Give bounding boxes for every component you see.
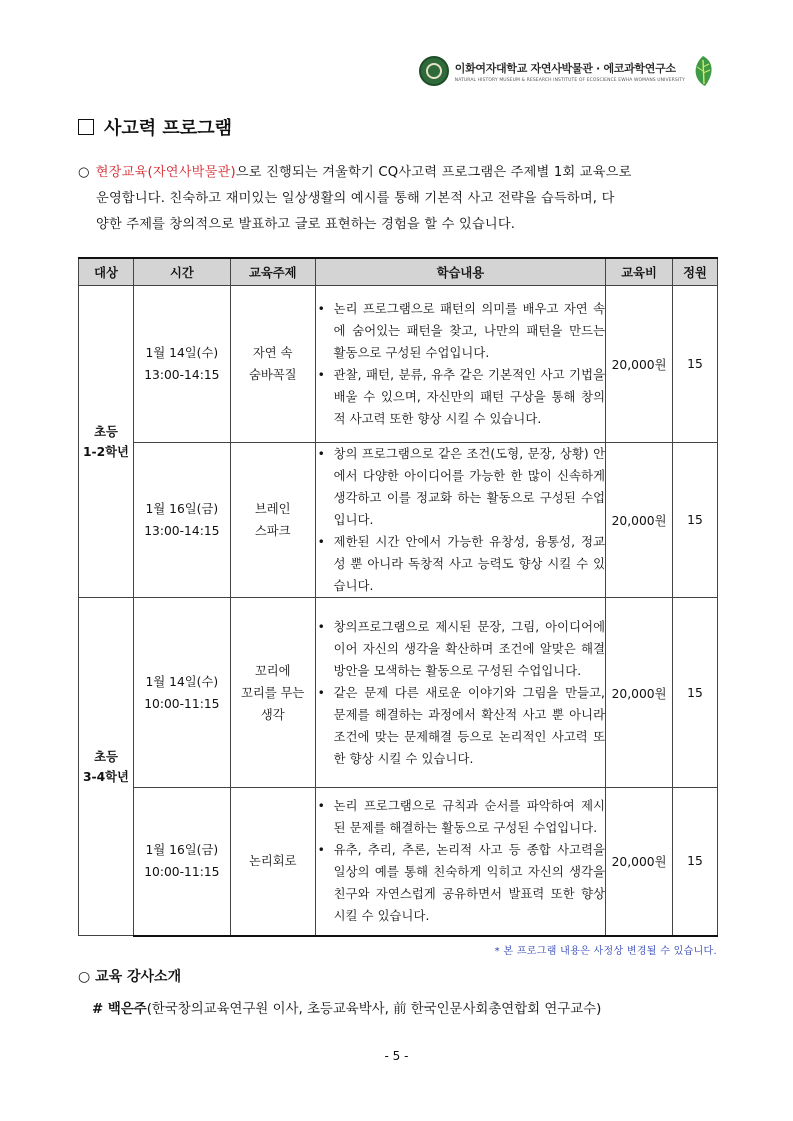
intro-highlight: 현장교육(자연사박물관) [95, 165, 236, 180]
date-text: 1월 16일(금) [145, 843, 219, 858]
capacity-cell: 15 [673, 598, 718, 788]
content-list [316, 616, 605, 770]
header-subtitle: NATURAL HISTORY MUSEUM & RESEARCH INSTITUTE OF ECOSCIENCE EWHA WOMANS UNIVERSITY [454, 77, 685, 83]
table-header-row [79, 258, 718, 286]
list-item: • 관찰, 패턴, 분류, 유추 같은 기본적인 사고 기법을 배울 수 있으며, 자신만의 패턴 구상을 통해 창의적 사고력 또한 향상 시킬 수 있습니다. [316, 364, 605, 430]
fee-cell: 20,000원 [606, 788, 673, 936]
topic-cell [230, 598, 315, 788]
content-list [316, 443, 605, 597]
header-target: 대상 [79, 258, 134, 286]
time-cell [133, 598, 230, 788]
instructor-name: 백은주 [107, 1002, 147, 1017]
header-topic: 교육주제 [230, 258, 315, 286]
intro-line-2: 운영합니다. 친숙하고 재미있는 일상생활의 예시를 통해 기본적 사고 전략을 습득하며, 다 [96, 191, 615, 206]
intro-line-1-rest: 으로 진행되는 겨울학기 CQ사고력 프로그램은 주제별 1회 교육으로 [235, 165, 632, 180]
intro-line-1 [78, 160, 720, 186]
list-item: • 유추, 추리, 추론, 논리적 사고 등 종합 사고력을 일상의 예를 통해 친숙하게 익히고 자신의 생각을 친구와 자연스럽게 공유하면서 발표력 또한 향상 시킬 수 있습니다. [316, 839, 605, 927]
circle-bullet-icon: ○ [78, 165, 90, 180]
topic-cell [230, 443, 315, 598]
instructor-prefix: # [92, 1002, 108, 1017]
content-cell [315, 598, 605, 788]
list-item: • 논리 프로그램으로 규칙과 순서를 파악하여 제시된 문제를 해결하는 활동으로 구성된 수업입니다. [316, 795, 605, 839]
capacity-cell: 15 [673, 286, 718, 443]
green-leaf-logo-icon [691, 55, 715, 87]
topic-cell [230, 788, 315, 936]
topic-line-3: 생각 [260, 707, 285, 722]
time-text: 13:00-14:15 [144, 524, 220, 538]
time-cell [133, 286, 230, 443]
intro-line-3: 양한 주제를 창의적으로 발표하고 글로 표현하는 경험을 할 수 있습니다. [96, 217, 516, 232]
instructor-details: (한국창의교육연구원 이사, 초등교육박사, 前 한국인문사회총연합회 연구교수) [146, 1002, 602, 1017]
intro-paragraph [78, 160, 720, 238]
list-item: • 논리 프로그램으로 패턴의 의미를 배우고 자연 속에 숨어있는 패턴을 찾고, 나만의 패턴을 만드는 활동으로 구성된 수업입니다. [316, 298, 605, 364]
change-notice: * 본 프로그램 내용은 사정상 변경될 수 있습니다. [494, 946, 717, 957]
date-text: 1월 14일(수) [145, 346, 219, 360]
fee-cell: 20,000원 [606, 286, 673, 443]
table-row [79, 286, 718, 443]
header-fee: 교육비 [606, 258, 673, 286]
header-capacity: 정원 [673, 258, 718, 286]
target-line-2: 1-2학년 [82, 444, 129, 459]
header-title: 이화여자대학교 자연사박물관 · 에코과학연구소 [454, 61, 676, 75]
topic-line-1: 논리회로 [248, 854, 297, 869]
topic-line-2: 스파크 [254, 524, 291, 538]
topic-line-2: 꼬리를 무는 [241, 685, 305, 700]
topic-line-1: 브레인 [254, 502, 291, 516]
table-row [79, 443, 718, 598]
content-cell [315, 286, 605, 443]
target-cell [79, 286, 134, 598]
header-time: 시간 [133, 258, 230, 286]
time-cell [133, 788, 230, 936]
page-number: - 5 - [384, 1049, 409, 1063]
list-item: • 창의 프로그램으로 같은 조건(도형, 문장, 상황) 안에서 다양한 아이디어를 가능한 한 많이 신속하게 생각하고 이를 정교화 하는 활동으로 구성된 수업입니다. [316, 443, 605, 531]
section-title-text: 사고력 프로그램 [104, 118, 232, 139]
content-cell [315, 788, 605, 936]
time-text: 10:00-11:15 [144, 696, 220, 711]
topic-line-1: 꼬리에 [254, 663, 291, 678]
topic-line-2: 숨바꼭질 [248, 368, 297, 382]
target-line-1: 초등 [94, 749, 118, 764]
header-content: 학습내용 [315, 258, 605, 286]
fee-cell: 20,000원 [606, 598, 673, 788]
target-line-2: 3-4학년 [82, 769, 129, 784]
university-seal-icon [419, 56, 449, 86]
topic-cell [230, 286, 315, 443]
content-cell [315, 443, 605, 598]
time-text: 13:00-14:15 [144, 368, 220, 382]
header-text [455, 60, 685, 83]
content-list [316, 298, 605, 430]
date-text: 1월 16일(금) [145, 502, 219, 516]
target-line-1: 초등 [94, 424, 118, 439]
time-cell [133, 443, 230, 598]
table-row [79, 788, 718, 936]
list-item: • 같은 문제 다른 새로운 이야기와 그림을 만들고, 문제를 해결하는 과정에서 확산적 사고 뿐 아니라 조건에 맞는 문제해결 등으로 논리적인 사고력 또한 향상 시킬 수 있습니다. [316, 682, 605, 770]
capacity-cell: 15 [673, 443, 718, 598]
target-cell [79, 598, 134, 936]
instructor-info [92, 998, 601, 1017]
topic-line-1: 자연 속 [252, 346, 293, 360]
header [419, 55, 715, 87]
date-text: 1월 14일(수) [145, 674, 219, 689]
fee-cell: 20,000원 [606, 443, 673, 598]
list-item: • 제한된 시간 안에서 가능한 유창성, 융통성, 정교성 뿐 아니라 독창적 사고 능력도 향상 시킬 수 있습니다. [316, 531, 605, 597]
time-text: 10:00-11:15 [144, 865, 220, 880]
program-table [78, 257, 718, 937]
section-title [78, 114, 232, 140]
table-row [79, 598, 718, 788]
list-item: • 창의프로그램으로 제시된 문장, 그림, 아이디어에 이어 자신의 생각을 확산하며 조건에 알맞은 해결 방안을 모색하는 활동으로 구성된 수업입니다. [316, 616, 605, 682]
instructor-heading: ○ 교육 강사소개 [78, 969, 182, 985]
content-list [316, 795, 605, 927]
checkbox-square-icon [78, 119, 94, 135]
capacity-cell: 15 [673, 788, 718, 936]
